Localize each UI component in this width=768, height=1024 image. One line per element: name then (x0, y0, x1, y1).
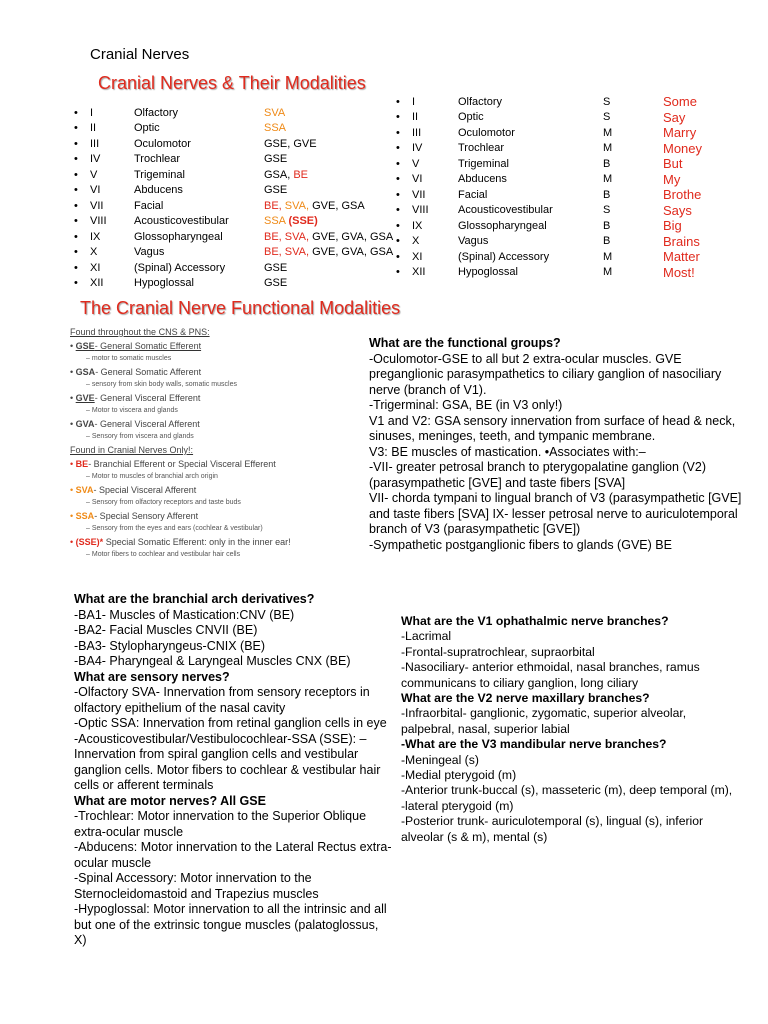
nerve-name: Trochlear (134, 153, 181, 166)
nerve-number: II (90, 122, 97, 135)
nerve-name: Hypoglossal (134, 277, 194, 290)
bullet: • (70, 537, 74, 547)
text-line: -Trigerminal: GSA, BE (in V3 only!) (369, 398, 563, 412)
nerve-number: XI (412, 250, 423, 263)
nerve-name: Glossopharyngeal (458, 219, 547, 232)
text-line: -Frontal-supratrochlear, supraorbital (401, 644, 595, 659)
bullet: • (396, 250, 400, 263)
bullet: • (396, 95, 400, 108)
nerve-name: Hypoglossal (458, 266, 518, 279)
nerve-name: Facial (458, 188, 488, 201)
nerve-name: Trigeminal (134, 168, 185, 181)
mnemonic-row (396, 218, 702, 234)
modality: BE, SVA, (264, 230, 313, 243)
ssa-sub-text: Sensory from the eyes and ears (cochlear & vestibular) (91, 525, 263, 532)
mnemonic-word: Says (663, 202, 692, 218)
modality: SVA (264, 106, 286, 119)
gva-sub-text: Sensory from viscera and glands (91, 433, 194, 440)
nerve-type: B (603, 235, 611, 248)
text-line: -Posterior trunk- auriculotemporal (s), lingual (s), inferior alveolar (s & m), mental (s) (401, 814, 704, 844)
panel-gsa (70, 367, 201, 377)
modalities-heading: Cranial Nerves & Their Modalities (98, 73, 366, 93)
panel-sva (70, 485, 196, 495)
nerve-type: S (603, 204, 611, 217)
bullet: • (74, 122, 78, 135)
mnemonic-row (396, 110, 702, 126)
dash: – (86, 407, 90, 414)
gve-sub (86, 407, 178, 414)
text-line: -Olfactory SVA- Innervation from sensory receptors in olfactory epithelium of the nasal cavity (74, 685, 370, 715)
nerve-type: M (603, 250, 613, 263)
gsa-sub-text: sensory from skin body walls, somatic muscles (91, 381, 237, 388)
modality-row (74, 183, 393, 199)
nerve-number: VI (90, 184, 101, 197)
text-line: -Infraorbital- ganglionic, zygomatic, superior alveolar, palpebral, nasal, superior labial (401, 706, 687, 736)
nerve-name: Trochlear (458, 142, 505, 155)
text-line: -VII- greater petrosal branch to pterygopalatine ganglion (V2) (parasympathetic [GVE] and taste fibers [SVA] (369, 460, 706, 490)
sva-label: - Special Visceral Afferent (93, 485, 197, 495)
dash: – (86, 525, 90, 532)
nerve-name: Acousticovestibular (134, 215, 229, 228)
bullet: • (74, 168, 78, 181)
panel-gse (70, 341, 201, 351)
gva-label: - General Visceral Afferent (94, 419, 200, 429)
panel-found-cranial: Found in Cranial Nerves Only!: (70, 445, 194, 455)
panel-sse (70, 537, 291, 547)
mnemonic-row (396, 203, 702, 219)
nerve-type: B (603, 157, 611, 170)
sva-sub (86, 499, 241, 506)
nerve-modalities (264, 105, 393, 121)
nerve-number: XII (412, 266, 426, 279)
nerve-modalities (264, 121, 393, 137)
nerve-number: I (412, 95, 416, 108)
nerve-number: VII (412, 188, 426, 201)
mnemonic-row (396, 249, 702, 265)
mnemonic-word: Some (663, 94, 697, 110)
nerve-name: Oculomotor (134, 137, 191, 150)
modality-row (74, 167, 393, 183)
bullet: • (74, 137, 78, 150)
modality-row (74, 260, 393, 276)
bullet: • (70, 459, 74, 469)
bullet: • (70, 511, 74, 521)
nerve-type: S (603, 111, 611, 124)
bullet: • (74, 153, 78, 166)
mnemonic-row (396, 172, 702, 188)
nerve-name: Vagus (134, 246, 165, 259)
modality-reference-panel (70, 327, 370, 575)
left-question-column (74, 592, 394, 949)
text-line: -Medial pterygoid (m) (401, 768, 517, 783)
gsa-sub (86, 381, 237, 388)
nerve-number: I (90, 106, 94, 119)
sse-abbr: (SSE)* (75, 537, 104, 547)
nerve-modalities (264, 167, 393, 183)
motor-heading: What are motor nerves? All GSE (74, 793, 266, 808)
bullet: • (74, 106, 78, 119)
nerve-name: (Spinal) Accessory (458, 250, 550, 263)
mnemonic-word: Most! (663, 264, 695, 280)
mnemonic-row (396, 187, 702, 203)
nerve-modalities (264, 152, 393, 168)
modality: GVE, GVA, GSA (312, 246, 394, 259)
ssa-sub (86, 525, 263, 532)
nerve-number: VIII (90, 215, 107, 228)
bullet: • (74, 261, 78, 274)
modality-row (74, 214, 393, 230)
mnemonic-row (396, 125, 702, 141)
text-line: -Lacrimal (401, 629, 452, 644)
mnemonic-word: Money (663, 140, 703, 156)
nerve-modalities (264, 245, 393, 261)
mnemonic-word: Brothe (663, 187, 702, 203)
text-line: -Sympathetic postganglionic fibers to glands (GVE) BE (369, 537, 672, 552)
bullet: • (396, 204, 400, 217)
bullet: • (74, 277, 78, 290)
mnemonic-word: Say (663, 109, 686, 125)
panel-ssa (70, 511, 198, 521)
nerve-number: III (412, 126, 422, 139)
sensory-heading: What are sensory nerves? (74, 669, 230, 684)
bullet: • (74, 246, 78, 259)
modality: GSA, (264, 168, 294, 181)
nerve-modalities (264, 260, 393, 276)
text-line: -Abducens: Motor innervation to the Lateral Rectus extra-ocular muscle (74, 840, 392, 870)
panel-gve (70, 393, 200, 403)
text-line: V1 and V2: GSA sensory innervation from surface of head & neck, sinuses, meninges, teeth, and tympanic membrane. (369, 413, 736, 443)
nerve-number: VII (90, 199, 104, 212)
nerve-name: Acousticovestibular (458, 204, 553, 217)
v3-body (401, 753, 741, 845)
modality: GSE (264, 184, 288, 197)
nerve-type: S (603, 95, 611, 108)
gve-label: - General Visceral Efferent (94, 393, 201, 403)
text-line: -BA3- Stylopharyngeus-CNIX (BE) (74, 638, 266, 653)
bullet: • (70, 393, 74, 403)
gse-sub-text: motor to somatic muscles (91, 355, 172, 362)
bullet: • (396, 235, 400, 248)
dash: – (86, 433, 90, 440)
text-line: -Optic SSA: Innervation from retinal ganglion cells in eye (74, 716, 387, 730)
sva-abbr: SVA (75, 485, 94, 495)
bullet: • (70, 367, 74, 377)
dash: – (86, 473, 90, 480)
ssa-label: - Special Sensory Afferent (94, 511, 199, 521)
bullet: • (74, 215, 78, 228)
nerve-number: V (412, 157, 420, 170)
text-line: -BA1- Muscles of Mastication:CNV (BE) (74, 607, 295, 622)
text-line: -Spinal Accessory: Motor innervation to the Sternocleidomastoid and Trapezius muscles (74, 871, 319, 901)
v1-heading: What are the V1 ophathalmic nerve branches? (401, 614, 669, 628)
nerve-type: B (603, 219, 611, 232)
modality-row (74, 105, 393, 121)
modality: (SSE) (288, 215, 318, 228)
bullet: • (74, 184, 78, 197)
mnemonic-word: Brains (663, 233, 700, 249)
be-label: - Branchial Efferent or Special Visceral Efferent (88, 459, 276, 469)
panel-gva (70, 419, 200, 429)
bullet: • (396, 111, 400, 124)
text-line: -Trochlear: Motor innervation to the Superior Oblique extra-ocular muscle (74, 809, 367, 839)
nerve-type: M (603, 173, 613, 186)
gve-abbr: GVE (75, 393, 95, 403)
text-line: -Hypoglossal: Motor innervation to all the intrinsic and all but one of the extrinsic tongue muscles (palatoglossus, X) (74, 902, 387, 947)
bullet: • (70, 419, 74, 429)
mnemonic-word: Big (663, 218, 682, 234)
bullet: • (396, 188, 400, 201)
mnemonic-row (396, 156, 702, 172)
dash: – (86, 355, 90, 362)
nerve-number: IX (90, 230, 101, 243)
mnemonic-row (396, 141, 702, 157)
modality: BE, (264, 199, 285, 212)
gsa-abbr: GSA (75, 367, 96, 377)
nerve-name: Olfactory (134, 106, 179, 119)
modality-row (74, 152, 393, 168)
modality: GSE, GVE (264, 137, 317, 150)
nerve-type: M (603, 126, 613, 139)
functional-groups-heading: What are the functional groups? (369, 336, 561, 350)
text-line: -BA4- Pharyngeal & Laryngeal Muscles CNX (BE) (74, 654, 351, 668)
gse-abbr: GSE (75, 341, 95, 351)
modality: SVA, (284, 199, 313, 212)
nerve-number: XI (90, 261, 101, 274)
bullet: • (396, 173, 400, 186)
mnemonic-row (396, 265, 702, 281)
v1-body (401, 629, 741, 691)
motor-body (74, 809, 394, 949)
nerve-number: IX (412, 219, 423, 232)
bullet: • (74, 199, 78, 212)
nerve-number: XII (90, 277, 104, 290)
mnemonic-table (396, 94, 702, 280)
nerve-name: Abducens (134, 184, 183, 197)
nerve-name: Abducens (458, 173, 507, 186)
modality: GSE (264, 277, 288, 290)
nerve-name: (Spinal) Accessory (134, 261, 226, 274)
bullet: • (396, 266, 400, 279)
nerve-modalities (264, 198, 393, 214)
gva-abbr: GVA (75, 419, 95, 429)
nerve-name: Optic (458, 111, 484, 124)
v2-body (401, 706, 741, 737)
bullet: • (396, 142, 400, 155)
dash: – (86, 381, 90, 388)
modality-row (74, 136, 393, 152)
functional-modalities-heading: The Cranial Nerve Functional Modalities (80, 298, 401, 318)
nerve-name: Oculomotor (458, 126, 515, 139)
bullet: • (396, 219, 400, 232)
text-line: -Meningeal (s) (401, 752, 479, 767)
nerve-name: Glossopharyngeal (134, 230, 223, 243)
branchial-heading: What are the branchial arch derivatives? (74, 592, 315, 606)
nerve-number: II (412, 111, 419, 124)
nerve-modalities (264, 229, 393, 245)
branchial-body (74, 608, 394, 670)
nerve-type: M (603, 266, 613, 279)
v2-heading: What are the V2 nerve maxillary branches? (401, 691, 650, 706)
modality-row (74, 245, 393, 261)
modality-row (74, 198, 393, 214)
gse-sub (86, 355, 171, 362)
document-title: Cranial Nerves (90, 46, 190, 63)
ssa-abbr: SSA (75, 511, 95, 521)
be-abbr: BE (75, 459, 89, 469)
text-line: -Oculomotor-GSE to all but 2 extra-ocular muscles. GVE preganglionic parasympathetics to ciliary ganglion of nasociliary nerve (branch of V1). (369, 351, 722, 397)
modality: GSE (264, 261, 288, 274)
modality-row (74, 121, 393, 137)
right-question-column (401, 614, 741, 845)
panel-found-cns: Found throughout the CNS & PNS: (70, 327, 210, 337)
functional-groups-body (369, 352, 749, 554)
nerve-name: Vagus (458, 235, 489, 248)
gse-label: - General Somatic Efferent (94, 341, 202, 351)
mnemonic-row (396, 94, 702, 110)
text-line: VII- chorda tympani to lingual branch of V3 (parasympathetic [GVE] and taste fibers [SVA] IX- lesser petrosal nerve to auriculotemporal branch of V3 (parasympathetic [GVE]) (369, 491, 742, 536)
nerve-name: Optic (134, 122, 160, 135)
be-sub-text: Motor to muscles of branchial arch origin (91, 473, 218, 480)
mnemonic-row (396, 234, 702, 250)
nerve-number: IV (90, 153, 101, 166)
modality: SSA (264, 122, 287, 135)
mnemonic-word: My (663, 171, 681, 187)
nerve-number: X (90, 246, 98, 259)
nerve-modalities (264, 276, 393, 292)
nerve-modalities (264, 214, 393, 230)
sensory-body (74, 685, 394, 794)
bullet: • (70, 485, 74, 495)
nerve-name: Trigeminal (458, 157, 509, 170)
modality-row (74, 276, 393, 292)
modality-row (74, 229, 393, 245)
modality: BE, SVA, (264, 246, 313, 259)
modality: GSE (264, 153, 288, 166)
gva-sub (86, 433, 194, 440)
mnemonic-word: Marry (663, 125, 697, 141)
text-line: V3: BE muscles of mastication. •Associates with:– (369, 444, 646, 459)
sse-sub-text: Motor fibers to cochlear and vestibular hair cells (91, 551, 241, 558)
text-line: -Acousticovestibular/Vestibulocochlear-SSA (SSE): –Innervation from spiral ganglion cells and vestibular ganglion cells. Motor fibers to cochlear & vestibular hair cells or afferent terminals (74, 731, 381, 792)
bullet: • (396, 126, 400, 139)
text-line: -lateral pterygoid (m) (401, 798, 514, 813)
modalities-table (74, 105, 393, 291)
bullet: • (70, 341, 74, 351)
nerve-name: Facial (134, 199, 164, 212)
nerve-type: B (603, 188, 611, 201)
nerve-modalities (264, 183, 393, 199)
gsa-label: - General Somatic Afferent (95, 367, 202, 377)
nerve-number: III (90, 137, 100, 150)
bullet: • (74, 230, 78, 243)
functional-groups-section (369, 336, 749, 553)
mnemonic-word: But (663, 156, 683, 172)
mnemonic-word: Matter (663, 249, 700, 265)
nerve-number: IV (412, 142, 423, 155)
modality: BE (293, 168, 309, 181)
sva-sub-text: Sensory from olfactory receptors and taste buds (91, 499, 241, 506)
modality: GVE, GVA, GSA (312, 230, 394, 243)
nerve-name: Olfactory (458, 95, 503, 108)
nerve-number: VI (412, 173, 423, 186)
nerve-type: M (603, 142, 613, 155)
panel-be (70, 459, 276, 469)
nerve-modalities (264, 136, 393, 152)
gve-sub-text: Motor to viscera and glands (91, 407, 178, 414)
dash: – (86, 499, 90, 506)
bullet: • (396, 157, 400, 170)
v3-heading: -What are the V3 mandibular nerve branches? (401, 737, 667, 752)
sse-label: Special Somatic Efferent: only in the inner ear! (103, 537, 291, 547)
text-line: -BA2- Facial Muscles CNVII (BE) (74, 623, 258, 637)
nerve-number: V (90, 168, 98, 181)
sse-sub (86, 551, 240, 558)
modality: GVE, GSA (312, 199, 365, 212)
be-sub (86, 473, 218, 480)
modality: SSA (264, 215, 289, 228)
nerve-number: VIII (412, 204, 429, 217)
text-line: -Nasociliary- anterior ethmoidal, nasal branches, ramus communicans to ciliary ganglion, long ciliary (401, 660, 700, 690)
nerve-number: X (412, 235, 420, 248)
text-line: -Anterior trunk-buccal (s), masseteric (m), deep temporal (m), (401, 783, 733, 798)
dash: – (86, 551, 90, 558)
